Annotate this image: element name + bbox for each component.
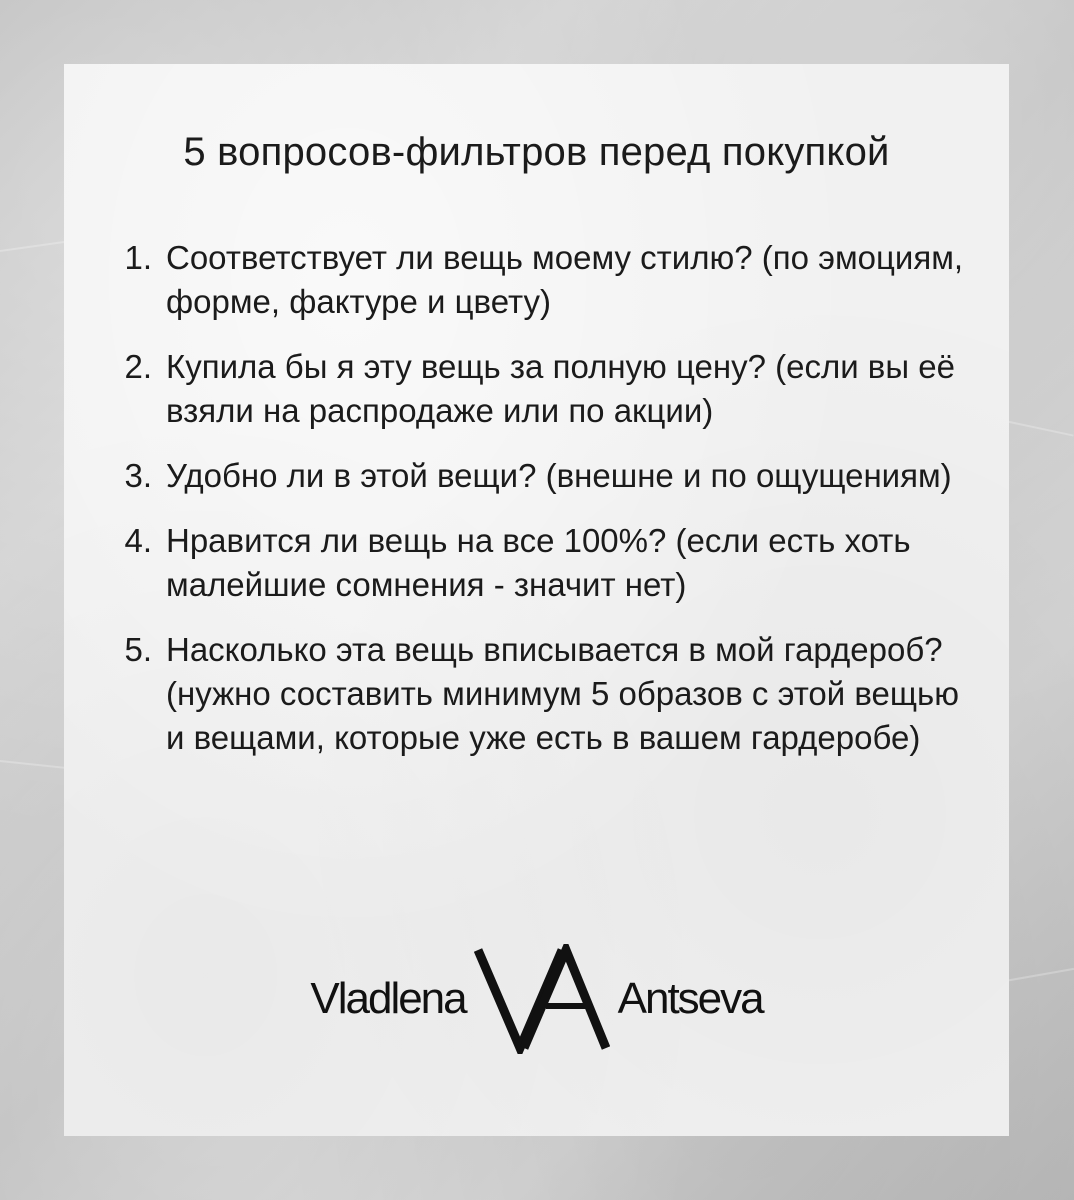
item-text: Удобно ли в этой вещи? (внешне и по ощущениям)	[166, 457, 952, 494]
list-item	[106, 345, 966, 433]
logo-last-name: Antseva	[617, 974, 763, 1023]
item-number: 2.	[124, 348, 152, 385]
content-card	[64, 64, 1009, 1136]
item-number: 1.	[124, 239, 152, 276]
item-number: 4.	[124, 522, 152, 559]
list-item	[106, 236, 966, 324]
item-text: Насколько эта вещь вписывается в мой гардероб? (нужно составить минимум 5 образов с этой вещью и вещами, которые уже есть в вашем гардеробе)	[166, 631, 959, 756]
paper-crease	[1005, 968, 1074, 982]
logo-first-name: Vladlena	[310, 974, 466, 1023]
paper-crease	[0, 760, 70, 769]
va-monogram-icon	[474, 944, 610, 1054]
paper-crease	[0, 240, 69, 252]
list-item	[106, 519, 966, 607]
page-title: 5 вопросов-фильтров перед покупкой	[183, 130, 890, 174]
paper-crease	[1005, 420, 1074, 437]
item-number: 5.	[124, 631, 152, 668]
list-item	[106, 454, 966, 498]
item-text: Нравится ли вещь на все 100%? (если есть хоть малейшие сомнения - значит нет)	[166, 522, 911, 603]
item-number: 3.	[124, 457, 152, 494]
item-text: Купила бы я эту вещь за полную цену? (если вы её взяли на распродаже или по акции)	[166, 348, 955, 429]
item-text: Соответствует ли вещь моему стилю? (по эмоциям, форме, фактуре и цвету)	[166, 239, 964, 320]
list-item	[106, 628, 966, 760]
questions-list	[106, 236, 966, 781]
brand-logo	[64, 944, 1009, 1054]
